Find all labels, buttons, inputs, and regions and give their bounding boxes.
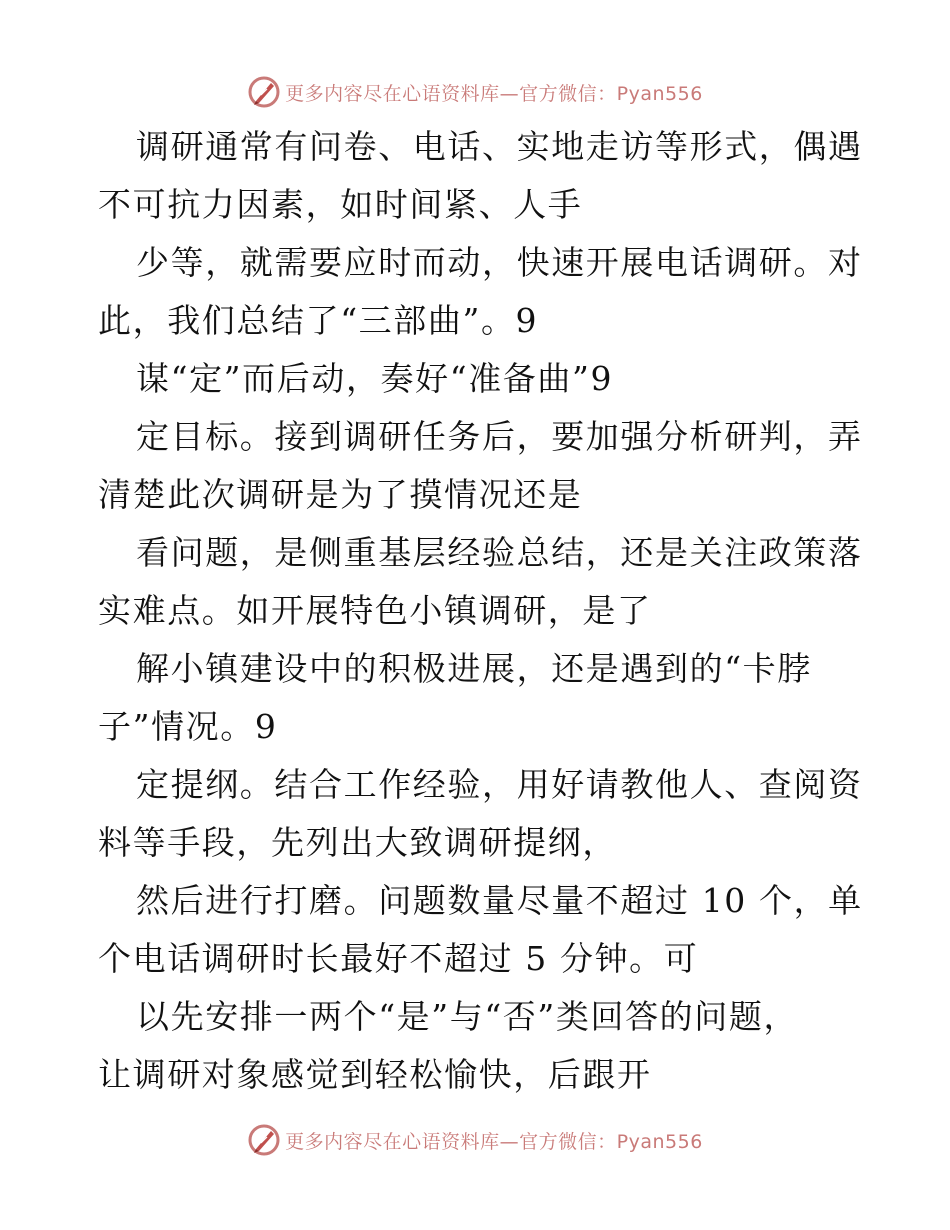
text-line: 不可抗力因素，如时间紧、人手 <box>98 185 583 224</box>
section-heading: 谋“定”而后动，奏好“准备曲”9 <box>136 359 614 398</box>
header-watermark <box>0 72 950 112</box>
text-line: 解小镇建设中的积极进展，还是遇到的“卡脖 <box>136 649 812 688</box>
text-line: 实难点。如开展特色小镇调研，是了 <box>98 591 652 630</box>
text-line: 少等，就需要应时而动，快速开展电话调研。对 <box>136 243 863 282</box>
text-line: 此，我们总结了“三部曲”。9 <box>98 301 539 340</box>
text-line: 个电话调研时长最好不超过 5 分钟。可 <box>98 939 699 978</box>
text-line: 以先安排一两个“是”与“否”类回答的问题， <box>136 997 799 1036</box>
header-watermark-text: 更多内容尽在心语资料库—官方微信：Pyan556 <box>285 82 703 105</box>
footer-watermark-text: 更多内容尽在心语资料库—官方微信：Pyan556 <box>285 1130 703 1153</box>
text-line: 子”情况。9 <box>98 707 278 746</box>
text-line: 定目标。接到调研任务后，要加强分析研判，弄 <box>136 417 863 456</box>
text-line: 定提纲。结合工作经验，用好请教他人、查阅资 <box>136 765 863 804</box>
quill-pen-logo-icon <box>247 1123 281 1157</box>
footer-watermark <box>0 1120 950 1160</box>
text-line: 然后进行打磨。问题数量尽量不超过 10 个，单 <box>136 881 863 920</box>
document-body <box>98 118 863 1104</box>
text-line: 让调研对象感觉到轻松愉快，后跟开 <box>98 1055 652 1094</box>
quill-pen-logo-icon <box>247 75 281 109</box>
text-line: 调研通常有问卷、电话、实地走访等形式，偶遇 <box>136 127 863 166</box>
text-line: 料等手段，先列出大致调研提纲， <box>98 823 617 862</box>
text-line: 清楚此次调研是为了摸情况还是 <box>98 475 583 514</box>
text-line: 看问题，是侧重基层经验总结，还是关注政策落 <box>136 533 863 572</box>
